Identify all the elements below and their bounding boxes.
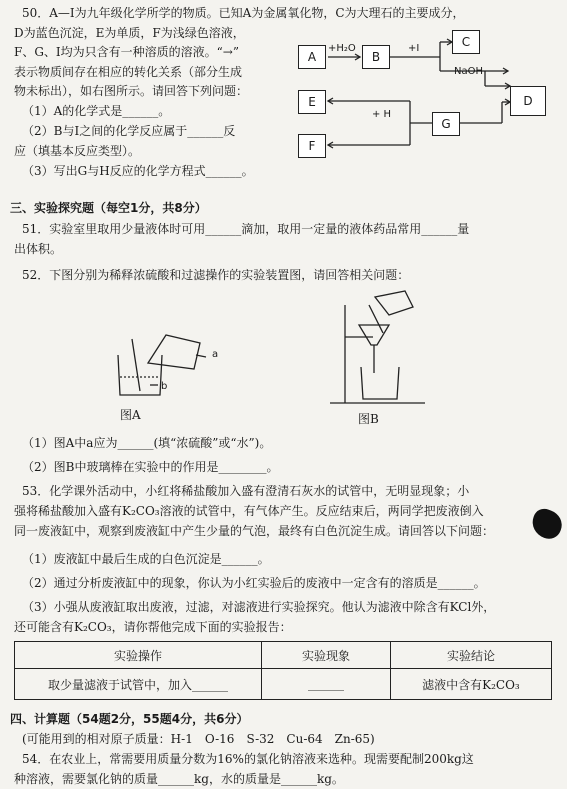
atomic-masses: (可能用到的相对原子质量：H-1 O-16 S-32 Cu-64 Zn-65)	[22, 732, 375, 746]
node-a: A	[298, 45, 326, 69]
label-plus-h2o: +H₂O	[328, 43, 356, 54]
figure-a-dilution	[110, 325, 220, 405]
experiment-report-table	[14, 641, 552, 700]
cell-conclusion: 滤液中含有K₂CO₃	[390, 669, 551, 700]
q53-line3: 同一废液缸中，观察到废液缸中产生少量的气泡，最终有白色沉淀生成。请回答以下问题：	[14, 524, 495, 538]
q50-sub2-cont: 应（填基本反应类型）。	[14, 144, 141, 158]
node-c: C	[452, 30, 480, 54]
q54-line1: 54．在农业上，常需要用质量分数为16%的氯化钠溶液来选种。现需要配制200kg这	[22, 752, 474, 766]
q53-sub3a: （3）小强从废液缸取出废液，过滤，对滤液进行实验探究。他认为滤液中除含有KCl外，	[22, 600, 496, 614]
q50-sub1: （1）A的化学式是______。	[22, 104, 171, 118]
q53-sub1: （1）废液缸中最后生成的白色沉淀是______。	[22, 552, 270, 566]
header-phenomenon: 实验现象	[262, 642, 391, 669]
q52-sub1: （1）图A中a应为______(填“浓硫酸”或“水”)。	[22, 436, 272, 450]
figure-b-filtration	[325, 285, 435, 410]
node-g: G	[432, 112, 460, 136]
q50-sub2: （2）B与I之间的化学反应属于______反	[22, 124, 236, 138]
label-plus-i: +I	[408, 43, 420, 54]
node-d: D	[510, 86, 546, 116]
q53-sub3b: 还可能含有K₂CO₃，请你帮他完成下面的实验报告：	[14, 620, 292, 634]
header-conclusion: 实验结论	[390, 642, 551, 669]
cell-phenomenon: ______	[262, 669, 391, 700]
ink-blot	[528, 506, 566, 543]
q50-sub3: （3）写出G与H反应的化学方程式______。	[22, 164, 254, 178]
q50-line1: 50．A—I为九年级化学所学的物质。已知A为金属氧化物，C为大理石的主要成分，	[22, 6, 465, 20]
q51-line1: 51．实验室里取用少量液体时可用______滴加，取用一定量的液体药品常用______量	[22, 222, 470, 236]
q51-line2: 出体积。	[14, 242, 63, 256]
figure-a-caption: 图A	[120, 408, 141, 422]
q52-line1: 52．下图分别为稀释浓硫酸和过滤操作的实验装置图，请回答相关问题：	[22, 268, 410, 282]
label-naoh: NaOH	[454, 66, 483, 77]
q53-line2: 强将稀盐酸加入盛有K₂CO₃溶液的试管中，有气体产生。反应结束后，两同学把废液倒入	[14, 504, 484, 518]
section3-heading: 三、实验探究题（每空1分，共8分）	[10, 201, 207, 215]
figure-b-caption: 图B	[358, 412, 379, 426]
node-e: E	[298, 90, 326, 114]
q50-line5: 物未标出），如右图所示。请回答下列问题：	[14, 84, 249, 98]
header-operation: 实验操作	[15, 642, 262, 669]
node-f: F	[298, 134, 326, 158]
q50-line3: F、G、I均为只含有一种溶质的溶液。“→”	[14, 45, 239, 59]
q50-line4: 表示物质间存在相应的转化关系（部分生成	[14, 65, 243, 79]
table-row	[15, 669, 552, 700]
q53-line1: 53．化学课外活动中，小红将稀盐酸加入盛有澄清石灰水的试管中，无明显现象；小	[22, 484, 470, 498]
q50-line2: D为蓝色沉淀，E为单质，F为浅绿色溶液，	[14, 26, 245, 40]
q53-sub2: （2）通过分析废液缸中的现象，你认为小红实验后的废液中一定含有的溶质是______。	[22, 576, 486, 590]
cell-operation: 取少量滤液于试管中，加入______	[15, 669, 262, 700]
label-b: b	[161, 381, 168, 392]
q52-sub2: （2）图B中玻璃棒在实验中的作用是________。	[22, 460, 279, 474]
label-plus-h: + H	[372, 109, 392, 120]
label-a: a	[212, 349, 219, 360]
section4-heading: 四、计算题（54题2分，55题4分，共6分）	[10, 712, 249, 726]
table-header-row	[15, 642, 552, 669]
node-b: B	[362, 45, 390, 69]
q54-line2: 种溶液，需要氯化钠的质量______kg，水的质量是______kg。	[14, 772, 344, 786]
